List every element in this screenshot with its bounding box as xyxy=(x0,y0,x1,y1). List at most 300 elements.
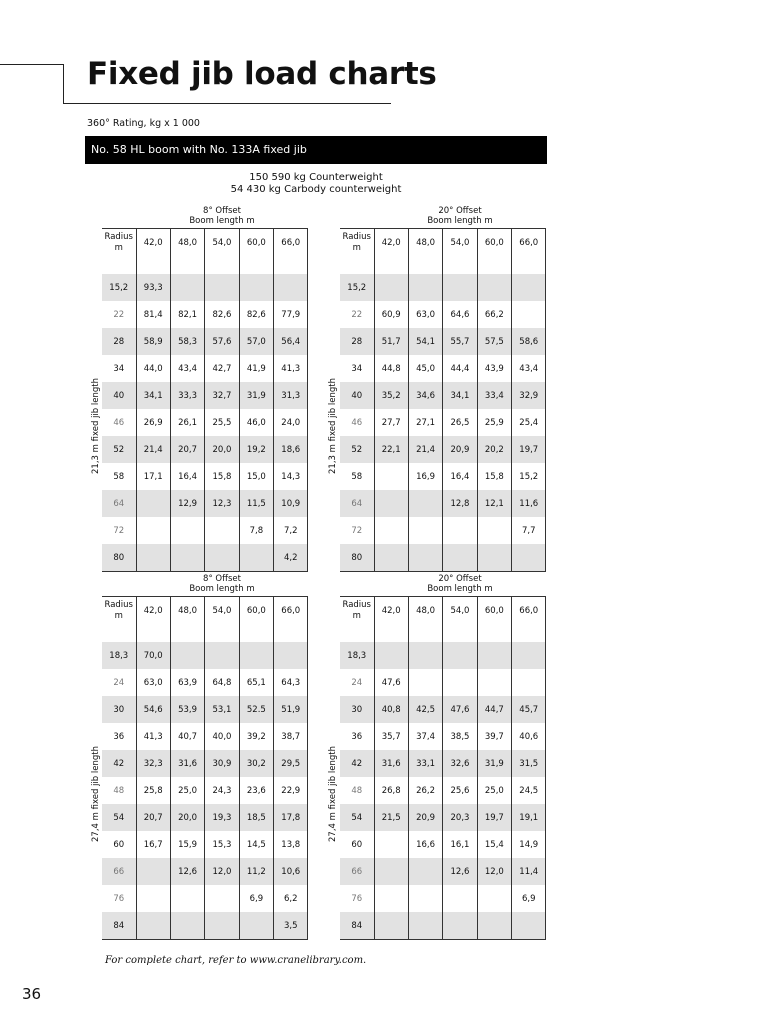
rating-note: 360° Rating, kg x 1 000 xyxy=(87,118,200,129)
capacity-cell: 25,0 xyxy=(477,777,511,804)
capacity-cell xyxy=(136,490,170,517)
table-row xyxy=(340,490,546,517)
boom-length-header: 48,0 xyxy=(170,597,204,626)
radius-cell: 66 xyxy=(102,858,136,885)
capacity-cell: 63,9 xyxy=(170,669,204,696)
capacity-cell xyxy=(374,274,408,301)
capacity-cell: 35,2 xyxy=(374,382,408,409)
radius-cell: 15,2 xyxy=(102,274,136,301)
page-title: Fixed jib load charts xyxy=(87,56,437,92)
radius-cell: 24 xyxy=(340,669,374,696)
capacity-cell: 63,0 xyxy=(136,669,170,696)
capacity-cell xyxy=(477,912,511,940)
boom-length-header: 54,0 xyxy=(443,229,477,258)
capacity-cell: 16,1 xyxy=(443,831,477,858)
capacity-cell: 24,5 xyxy=(512,777,546,804)
boom-length-header: 66,0 xyxy=(512,229,546,258)
radius-cell: 40 xyxy=(340,382,374,409)
spacer-row xyxy=(340,257,546,274)
capacity-cell: 52.5 xyxy=(239,696,273,723)
capacity-cell: 32,3 xyxy=(136,750,170,777)
capacity-cell xyxy=(274,274,308,301)
capacity-cell: 21,4 xyxy=(408,436,442,463)
capacity-cell: 29,5 xyxy=(274,750,308,777)
capacity-cell xyxy=(136,544,170,572)
table-row xyxy=(102,544,308,572)
capacity-cell: 44,8 xyxy=(374,355,408,382)
capacity-cell xyxy=(477,669,511,696)
capacity-cell: 7,8 xyxy=(239,517,273,544)
capacity-cell: 53,9 xyxy=(170,696,204,723)
capacity-cell xyxy=(170,274,204,301)
capacity-cell xyxy=(374,831,408,858)
capacity-cell xyxy=(205,544,239,572)
load-table xyxy=(340,596,546,940)
offset-label: 8° Offset xyxy=(203,574,241,584)
capacity-cell: 38,7 xyxy=(274,723,308,750)
capacity-cell: 12,0 xyxy=(477,858,511,885)
radius-cell: 15,2 xyxy=(340,274,374,301)
boom-length-label: Boom length m xyxy=(427,216,493,226)
capacity-cell xyxy=(205,912,239,940)
table-row xyxy=(340,355,546,382)
radius-header xyxy=(340,597,374,626)
boom-length-header: 42,0 xyxy=(374,229,408,258)
capacity-cell: 82,6 xyxy=(205,301,239,328)
capacity-cell: 45,7 xyxy=(512,696,546,723)
boom-length-header: 48,0 xyxy=(408,597,442,626)
capacity-cell xyxy=(205,642,239,669)
radius-cell: 58 xyxy=(340,463,374,490)
capacity-cell xyxy=(443,517,477,544)
radius-header-unit: m xyxy=(114,243,123,253)
capacity-cell: 26,1 xyxy=(170,409,204,436)
capacity-cell: 15,8 xyxy=(205,463,239,490)
capacity-cell: 12,9 xyxy=(170,490,204,517)
offset-label: 8° Offset xyxy=(203,206,241,216)
capacity-cell: 20,0 xyxy=(170,804,204,831)
capacity-cell: 16,6 xyxy=(408,831,442,858)
capacity-cell: 7,2 xyxy=(274,517,308,544)
capacity-cell xyxy=(136,858,170,885)
capacity-cell: 31,9 xyxy=(239,382,273,409)
capacity-cell: 31,3 xyxy=(274,382,308,409)
section-bar: No. 58 HL boom with No. 133A fixed jib xyxy=(85,136,547,164)
capacity-cell: 19,3 xyxy=(205,804,239,831)
capacity-cell: 65,1 xyxy=(239,669,273,696)
capacity-cell: 6,9 xyxy=(512,885,546,912)
capacity-cell: 15,2 xyxy=(512,463,546,490)
table-row xyxy=(102,723,308,750)
boom-length-header: 48,0 xyxy=(170,229,204,258)
capacity-cell: 15,0 xyxy=(239,463,273,490)
capacity-cell: 26,2 xyxy=(408,777,442,804)
counterweight-info xyxy=(85,172,547,196)
table-row xyxy=(102,463,308,490)
capacity-cell: 33,1 xyxy=(408,750,442,777)
radius-cell: 24 xyxy=(102,669,136,696)
capacity-cell: 44,7 xyxy=(477,696,511,723)
table-header-row xyxy=(102,597,308,626)
radius-cell: 48 xyxy=(102,777,136,804)
table-row xyxy=(340,274,546,301)
table-row xyxy=(340,750,546,777)
capacity-cell: 16,4 xyxy=(443,463,477,490)
capacity-cell xyxy=(205,885,239,912)
offset-label: 20° Offset xyxy=(438,574,482,584)
radius-cell: 72 xyxy=(340,517,374,544)
offset-label: 20° Offset xyxy=(438,206,482,216)
radius-cell: 84 xyxy=(102,912,136,940)
capacity-cell xyxy=(239,274,273,301)
capacity-cell: 54,1 xyxy=(408,328,442,355)
capacity-cell xyxy=(443,885,477,912)
capacity-cell: 21,5 xyxy=(374,804,408,831)
capacity-cell: 51,9 xyxy=(274,696,308,723)
capacity-cell xyxy=(408,490,442,517)
capacity-cell xyxy=(512,669,546,696)
capacity-cell: 44,0 xyxy=(136,355,170,382)
capacity-cell: 41,3 xyxy=(136,723,170,750)
capacity-cell xyxy=(170,517,204,544)
capacity-cell: 22,9 xyxy=(274,777,308,804)
radius-header-label: Radius xyxy=(104,232,133,242)
radius-header-unit: m xyxy=(114,611,123,621)
capacity-cell xyxy=(477,274,511,301)
capacity-cell: 17,8 xyxy=(274,804,308,831)
radius-cell: 42 xyxy=(102,750,136,777)
radius-cell: 18,3 xyxy=(102,642,136,669)
capacity-cell xyxy=(239,912,273,940)
capacity-cell: 25,6 xyxy=(443,777,477,804)
table-header-row xyxy=(102,229,308,258)
boom-length-header: 66,0 xyxy=(274,597,308,626)
capacity-cell: 25,5 xyxy=(205,409,239,436)
table-row xyxy=(102,642,308,669)
carbody-counterweight-line: 54 430 kg Carbody counterweight xyxy=(230,184,402,195)
capacity-cell: 70,0 xyxy=(136,642,170,669)
table-row xyxy=(340,831,546,858)
capacity-cell: 7,7 xyxy=(512,517,546,544)
capacity-cell: 93,3 xyxy=(136,274,170,301)
capacity-cell: 55,7 xyxy=(443,328,477,355)
capacity-cell: 3,5 xyxy=(274,912,308,940)
table-row xyxy=(102,912,308,940)
radius-cell: 46 xyxy=(340,409,374,436)
capacity-cell: 20,9 xyxy=(443,436,477,463)
capacity-cell xyxy=(408,274,442,301)
capacity-cell: 14,5 xyxy=(239,831,273,858)
table-row xyxy=(340,382,546,409)
capacity-cell: 22,1 xyxy=(374,436,408,463)
capacity-cell: 6,9 xyxy=(239,885,273,912)
table-row xyxy=(340,436,546,463)
capacity-cell xyxy=(408,912,442,940)
boom-length-header: 42,0 xyxy=(374,597,408,626)
chart-heading xyxy=(340,206,580,226)
capacity-cell: 12,8 xyxy=(443,490,477,517)
capacity-cell: 27,7 xyxy=(374,409,408,436)
load-table xyxy=(340,228,546,572)
radius-cell: 34 xyxy=(102,355,136,382)
capacity-cell xyxy=(136,885,170,912)
capacity-cell: 63,0 xyxy=(408,301,442,328)
capacity-cell: 47,6 xyxy=(374,669,408,696)
capacity-cell: 34,1 xyxy=(443,382,477,409)
boom-length-label: Boom length m xyxy=(427,584,493,594)
capacity-cell: 10,9 xyxy=(274,490,308,517)
capacity-cell xyxy=(408,544,442,572)
capacity-cell: 17,1 xyxy=(136,463,170,490)
capacity-cell xyxy=(443,669,477,696)
capacity-cell xyxy=(274,642,308,669)
capacity-cell: 26,5 xyxy=(443,409,477,436)
table-row xyxy=(102,669,308,696)
boom-length-header: 54,0 xyxy=(443,597,477,626)
capacity-cell xyxy=(443,544,477,572)
radius-cell: 58 xyxy=(102,463,136,490)
capacity-cell: 40,7 xyxy=(170,723,204,750)
table-row xyxy=(340,409,546,436)
radius-cell: 80 xyxy=(340,544,374,572)
capacity-cell: 37,4 xyxy=(408,723,442,750)
capacity-cell: 43,4 xyxy=(512,355,546,382)
capacity-cell: 46,0 xyxy=(239,409,273,436)
capacity-cell xyxy=(512,274,546,301)
table-row xyxy=(102,409,308,436)
capacity-cell: 64,3 xyxy=(274,669,308,696)
radius-cell: 52 xyxy=(340,436,374,463)
capacity-cell xyxy=(374,912,408,940)
radius-cell: 76 xyxy=(102,885,136,912)
capacity-cell: 16,7 xyxy=(136,831,170,858)
capacity-cell: 18,6 xyxy=(274,436,308,463)
capacity-cell: 31,9 xyxy=(477,750,511,777)
capacity-cell: 56,4 xyxy=(274,328,308,355)
table-row xyxy=(102,750,308,777)
radius-header-unit: m xyxy=(352,611,361,621)
radius-header xyxy=(102,229,136,258)
capacity-cell: 47,6 xyxy=(443,696,477,723)
chart-heading xyxy=(102,206,342,226)
radius-cell: 36 xyxy=(102,723,136,750)
capacity-cell: 57,5 xyxy=(477,328,511,355)
capacity-cell: 34,6 xyxy=(408,382,442,409)
capacity-cell: 40,8 xyxy=(374,696,408,723)
boom-length-header: 42,0 xyxy=(136,597,170,626)
boom-length-header: 66,0 xyxy=(512,597,546,626)
table-row xyxy=(340,696,546,723)
table-row xyxy=(340,301,546,328)
capacity-cell: 30,9 xyxy=(205,750,239,777)
boom-length-label: Boom length m xyxy=(189,216,255,226)
radius-cell: 76 xyxy=(340,885,374,912)
capacity-cell xyxy=(477,544,511,572)
capacity-cell: 32,7 xyxy=(205,382,239,409)
radius-cell: 54 xyxy=(340,804,374,831)
radius-cell: 48 xyxy=(340,777,374,804)
capacity-cell: 54,6 xyxy=(136,696,170,723)
capacity-cell: 25,9 xyxy=(477,409,511,436)
capacity-cell xyxy=(374,463,408,490)
capacity-cell: 31,6 xyxy=(170,750,204,777)
table-row xyxy=(102,436,308,463)
capacity-cell xyxy=(170,544,204,572)
capacity-cell: 40,6 xyxy=(512,723,546,750)
boom-length-header: 42,0 xyxy=(136,229,170,258)
capacity-cell xyxy=(443,642,477,669)
capacity-cell: 57,0 xyxy=(239,328,273,355)
radius-cell: 34 xyxy=(340,355,374,382)
capacity-cell xyxy=(408,642,442,669)
capacity-cell: 27,1 xyxy=(408,409,442,436)
boom-length-label: Boom length m xyxy=(189,584,255,594)
table-row xyxy=(102,777,308,804)
capacity-cell: 20,0 xyxy=(205,436,239,463)
table-row xyxy=(102,831,308,858)
capacity-cell: 53,1 xyxy=(205,696,239,723)
corner-rule-vertical xyxy=(63,64,64,104)
capacity-cell xyxy=(512,912,546,940)
capacity-cell: 20,2 xyxy=(477,436,511,463)
page-number: 36 xyxy=(22,985,42,1003)
capacity-cell: 13,8 xyxy=(274,831,308,858)
capacity-cell: 15,4 xyxy=(477,831,511,858)
spacer-row xyxy=(340,625,546,642)
capacity-cell: 60,9 xyxy=(374,301,408,328)
capacity-cell xyxy=(239,544,273,572)
spacer-row xyxy=(102,625,308,642)
table-row xyxy=(340,544,546,572)
table-row xyxy=(340,642,546,669)
table-row xyxy=(340,804,546,831)
capacity-cell: 15,9 xyxy=(170,831,204,858)
capacity-cell: 19,7 xyxy=(512,436,546,463)
load-table xyxy=(102,596,308,940)
radius-cell: 64 xyxy=(340,490,374,517)
radius-cell: 54 xyxy=(102,804,136,831)
chart-heading xyxy=(102,574,342,594)
radius-cell: 40 xyxy=(102,382,136,409)
spacer-row xyxy=(102,257,308,274)
capacity-cell: 16,9 xyxy=(408,463,442,490)
radius-header-label: Radius xyxy=(342,232,371,242)
capacity-cell xyxy=(477,885,511,912)
boom-length-header: 54,0 xyxy=(205,229,239,258)
radius-cell: 28 xyxy=(102,328,136,355)
capacity-cell: 11,2 xyxy=(239,858,273,885)
table-row xyxy=(102,274,308,301)
capacity-cell xyxy=(374,642,408,669)
capacity-cell: 12,6 xyxy=(443,858,477,885)
capacity-cell: 11,6 xyxy=(512,490,546,517)
radius-cell: 22 xyxy=(340,301,374,328)
radius-cell: 28 xyxy=(340,328,374,355)
radius-header-label: Radius xyxy=(104,600,133,610)
footer-note: For complete chart, refer to www.cranelibrary.com. xyxy=(105,955,367,966)
capacity-cell: 12,3 xyxy=(205,490,239,517)
capacity-cell: 24,0 xyxy=(274,409,308,436)
capacity-cell: 58,6 xyxy=(512,328,546,355)
capacity-cell: 21,4 xyxy=(136,436,170,463)
capacity-cell: 25,0 xyxy=(170,777,204,804)
capacity-cell: 77,9 xyxy=(274,301,308,328)
capacity-cell: 18,5 xyxy=(239,804,273,831)
capacity-cell: 16,4 xyxy=(170,463,204,490)
radius-cell: 60 xyxy=(340,831,374,858)
capacity-cell: 23,6 xyxy=(239,777,273,804)
boom-length-header: 66,0 xyxy=(274,229,308,258)
capacity-cell xyxy=(443,912,477,940)
table-row xyxy=(340,463,546,490)
table-row xyxy=(102,885,308,912)
capacity-cell: 15,8 xyxy=(477,463,511,490)
table-row xyxy=(340,885,546,912)
capacity-cell xyxy=(443,274,477,301)
capacity-cell: 38,5 xyxy=(443,723,477,750)
capacity-cell: 31,5 xyxy=(512,750,546,777)
capacity-cell: 11,5 xyxy=(239,490,273,517)
capacity-cell: 64,8 xyxy=(205,669,239,696)
capacity-cell: 25,4 xyxy=(512,409,546,436)
radius-cell: 22 xyxy=(102,301,136,328)
table-row xyxy=(102,858,308,885)
table-header-row xyxy=(340,229,546,258)
capacity-cell xyxy=(374,858,408,885)
radius-cell: 42 xyxy=(340,750,374,777)
capacity-cell: 64,6 xyxy=(443,301,477,328)
table-row xyxy=(102,355,308,382)
table-row xyxy=(102,804,308,831)
radius-header xyxy=(340,229,374,258)
capacity-cell xyxy=(408,669,442,696)
capacity-cell: 19,1 xyxy=(512,804,546,831)
radius-cell: 30 xyxy=(102,696,136,723)
boom-length-header: 60,0 xyxy=(239,597,273,626)
capacity-cell xyxy=(170,642,204,669)
capacity-cell: 32,9 xyxy=(512,382,546,409)
capacity-cell: 24,3 xyxy=(205,777,239,804)
capacity-cell: 25,8 xyxy=(136,777,170,804)
capacity-cell: 26,9 xyxy=(136,409,170,436)
capacity-cell xyxy=(477,517,511,544)
table-header-row xyxy=(340,597,546,626)
radius-header-label: Radius xyxy=(342,600,371,610)
capacity-cell: 82,6 xyxy=(239,301,273,328)
capacity-cell xyxy=(170,885,204,912)
capacity-cell xyxy=(136,517,170,544)
radius-header xyxy=(102,597,136,626)
capacity-cell: 45,0 xyxy=(408,355,442,382)
capacity-cell: 44,4 xyxy=(443,355,477,382)
capacity-cell xyxy=(477,642,511,669)
capacity-cell xyxy=(374,490,408,517)
chart-heading xyxy=(340,574,580,594)
radius-cell: 46 xyxy=(102,409,136,436)
boom-length-header: 60,0 xyxy=(239,229,273,258)
capacity-cell: 12,1 xyxy=(477,490,511,517)
capacity-cell: 12,6 xyxy=(170,858,204,885)
table-row xyxy=(102,517,308,544)
capacity-cell xyxy=(512,642,546,669)
table-row xyxy=(340,723,546,750)
capacity-cell xyxy=(408,885,442,912)
capacity-cell: 4,2 xyxy=(274,544,308,572)
corner-rule-horizontal xyxy=(0,64,64,65)
capacity-cell: 20,7 xyxy=(136,804,170,831)
capacity-cell: 33,4 xyxy=(477,382,511,409)
table-row xyxy=(102,696,308,723)
